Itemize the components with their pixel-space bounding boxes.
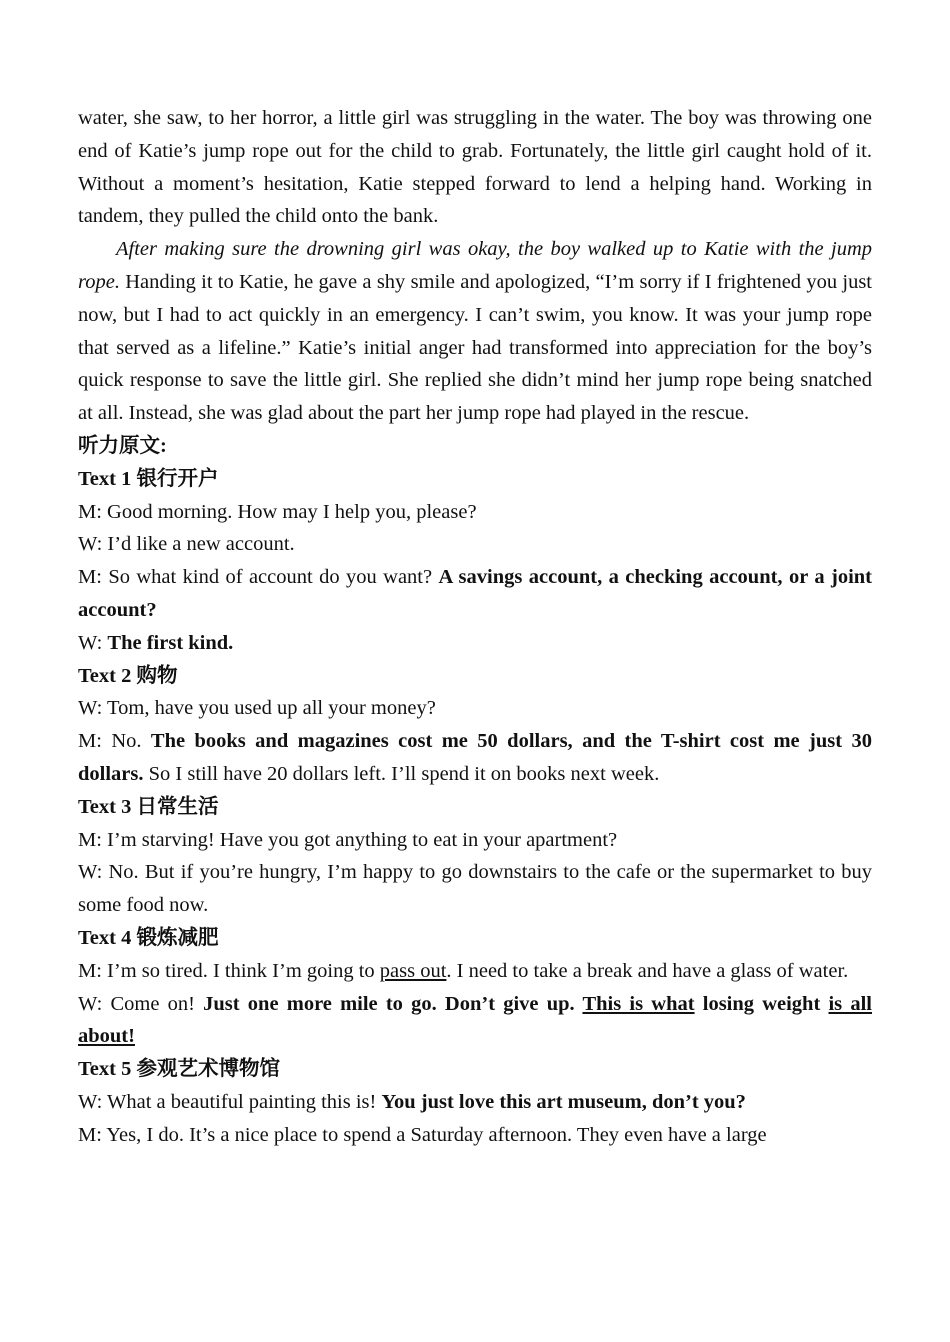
- text5-line-2: M: Yes, I do. It’s a nice place to spend a Saturday afternoon. They even have a large: [78, 1123, 767, 1146]
- text1-line-3-plain: M: So what kind of account do you want?: [78, 566, 439, 589]
- text4-line-2: [78, 988, 872, 1054]
- text1-line-4-plain: W:: [78, 631, 108, 654]
- text1-line-3: [78, 561, 872, 627]
- story-paragraph-2-rest: Handing it to Katie, he gave a shy smile and apologized, “I’m sorry if I frightened you just now, but I had to act quickly in an emergency. I can’t swim, you know. It was your jump rope that served as a lifeline.” Katie’s initial anger had transformed into appreciation for the boy’s quick response to save the little girl. She replied she didn’t mind her jump rope being snatched at all. Instead, she was glad about the part her jump rope had played in the rescue.: [78, 270, 872, 425]
- text1-line-4-bold: The first kind.: [107, 631, 234, 654]
- text2-line-2-rest: So I still have 20 dollars left. I’ll spend it on books next week.: [143, 762, 660, 785]
- text2-line-2-bold: The books and magazines cost me 50 dollars, and the T-shirt cost me just 30 dollars.: [78, 730, 872, 785]
- text2-line-2-plain: M: No.: [78, 730, 151, 753]
- text4-line-2-bold-underlined-1: This is what: [582, 992, 695, 1015]
- text5-heading: Text 5 参观艺术博物馆: [78, 1058, 280, 1081]
- text4-line-2-bold-underlined-2: is all about!: [78, 992, 872, 1048]
- text2-heading: Text 2 购物: [78, 664, 178, 687]
- text3-line-1: M: I’m starving! Have you got anything to eat in your apartment?: [78, 828, 618, 851]
- story-paragraph-1: water, she saw, to her horror, a little girl was struggling in the water. The boy was throwing one end of Katie’s jump rope out for the child to grab. Fortunately, the little girl caught hold of it. Without a moment’s hesitation, Katie stepped forward to lend a helping hand. Working in tandem, they pulled the child onto the bank.: [78, 107, 872, 228]
- document-page: [78, 102, 872, 1152]
- transcript-heading: 听力原文:: [78, 434, 167, 457]
- text5-line-1-plain: W: What a beautiful painting this is!: [78, 1090, 382, 1113]
- text4-line-1: [78, 955, 872, 988]
- text5-line-1: [78, 1086, 872, 1119]
- text4-line-1-underlined: pass out: [379, 959, 447, 982]
- text4-line-2-bold-2: losing weight: [694, 992, 829, 1015]
- text4-line-1-b: . I need to take a break and have a glass of water.: [446, 959, 849, 982]
- text3-line-2: W: No. But if you’re hungry, I’m happy to go downstairs to the cafe or the supermarket to buy some food now.: [78, 861, 872, 917]
- text1-heading: Text 1 银行开户: [78, 467, 219, 490]
- text4-line-2-plain: W: Come on!: [78, 992, 204, 1015]
- text2-line-1: W: Tom, have you used up all your money?: [78, 697, 436, 720]
- text1-line-4: [78, 627, 872, 660]
- text2-line-2: [78, 725, 872, 791]
- story-italic-sentence: After making sure the drowning girl was okay, the boy walked up to Katie with the jump rope.: [78, 238, 872, 293]
- text1-line-1: M: Good morning. How may I help you, please?: [78, 500, 477, 523]
- story-paragraph-2: [78, 233, 872, 430]
- text1-line-3-bold: A savings account, a checking account, or a joint account?: [78, 566, 872, 621]
- text4-heading: Text 4 锻炼减肥: [78, 926, 219, 949]
- text5-line-1-bold: You just love this art museum, don’t you?: [381, 1090, 746, 1113]
- text4-line-2-bold-1: Just one more mile to go. Don’t give up.: [203, 992, 583, 1015]
- text3-heading: Text 3 日常生活: [78, 795, 219, 818]
- text1-line-2: W: I’d like a new account.: [78, 533, 295, 556]
- text4-line-1-a: M: I’m so tired. I think I’m going to: [78, 959, 380, 982]
